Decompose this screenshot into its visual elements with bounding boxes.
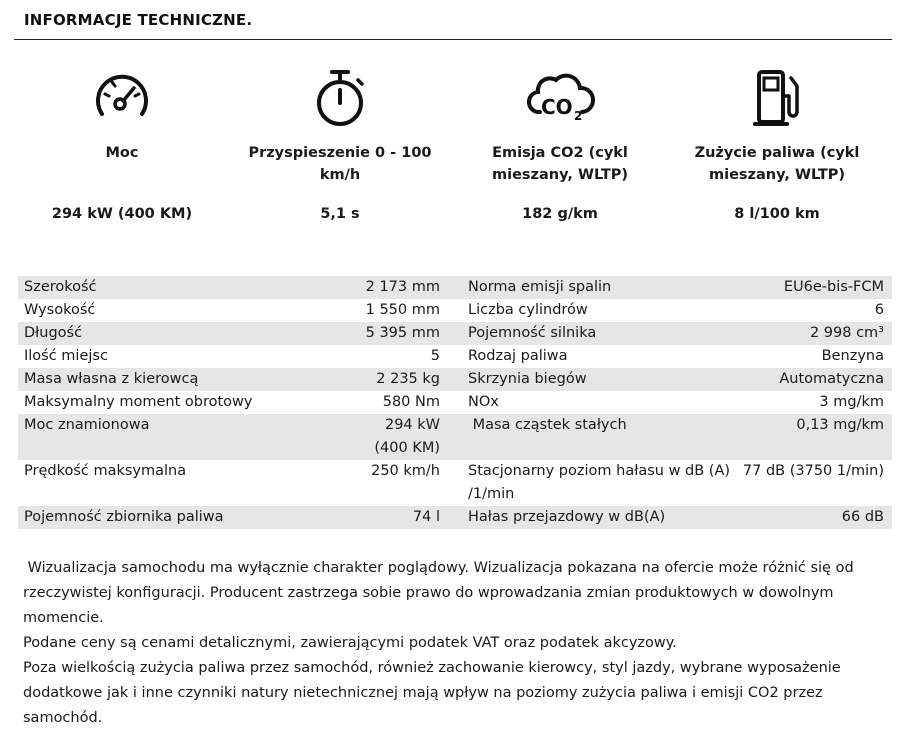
- kpi-label: Zużycie paliwa (cykl mieszany, WLTP): [694, 145, 860, 183]
- kpi-value: 5,1 s: [320, 206, 360, 222]
- spec-value: 6: [874, 302, 884, 318]
- kpi-co2: [455, 66, 665, 222]
- spec-value: 250 km/h: [371, 463, 440, 479]
- spec-value: Benzyna: [821, 348, 884, 364]
- kpi-fuel: [672, 66, 882, 222]
- spec-label: Wysokość: [24, 302, 96, 318]
- kpi-value: 294 kW (400 KM): [51, 206, 193, 222]
- spec-label: Rodzaj paliwa: [468, 348, 568, 364]
- table-row: [18, 299, 892, 322]
- spec-value: 77 dB (3750 1/min): [742, 463, 884, 479]
- stopwatch-icon: [308, 66, 372, 130]
- spec-value: 0,13 mg/km: [796, 417, 884, 433]
- spec-value: 294 kW (400 KM): [374, 417, 440, 456]
- spec-value: 1 550 mm: [365, 302, 440, 318]
- page-title: INFORMACJE TECHNICZNE.: [24, 11, 253, 29]
- spec-label: Masa własna z kierowcą: [24, 371, 199, 387]
- table-row: [18, 506, 892, 529]
- table-row: [18, 345, 892, 368]
- kpi-value: 182 g/km: [522, 206, 598, 222]
- table-row: [18, 391, 892, 414]
- spec-value: 2 235 kg: [376, 371, 440, 387]
- spec-label: Hałas przejazdowy w dB(A): [468, 509, 666, 525]
- kpi-acceleration: [235, 66, 445, 222]
- table-row: [18, 368, 892, 391]
- note-paragraph: Poza wielkością zużycia paliwa przez samochód, również zachowanie kierowcy, styl jazdy, wybrane wyposażenie dodatkowe jak i inne czynniki natury nietechnicznej mają wpływ na poziomy zużycia paliwa i emisji CO2 przez samochód.: [23, 660, 841, 726]
- header-divider: [14, 39, 892, 40]
- spec-label: Ilość miejsc: [24, 348, 108, 364]
- specs-table: [18, 276, 892, 529]
- spec-value: 3 mg/km: [819, 394, 884, 410]
- spec-label: Pojemność silnika: [468, 325, 597, 341]
- disclaimer-notes: [23, 556, 889, 731]
- note-paragraph: Wizualizacja samochodu ma wyłącznie charakter poglądowy. Wizualizacja pokazana na ofercie może różnić się od rzeczywistej konfiguracji. Producent zastrzega sobie prawo do wprowadzania zmian produktowych w dowolnym momencie.: [23, 560, 859, 626]
- spec-value: 74 l: [412, 509, 440, 525]
- fuel-pump-icon: [745, 66, 809, 130]
- spec-value: EU6e-bis-FCM: [783, 279, 884, 295]
- spec-label: Masa cząstek stałych: [468, 417, 627, 433]
- table-row: [18, 322, 892, 345]
- spec-label: Moc znamionowa: [24, 417, 150, 433]
- spec-value: 2 173 mm: [365, 279, 440, 295]
- kpi-power: [17, 66, 227, 222]
- co2-cloud-icon: [524, 66, 596, 130]
- table-row: [18, 276, 892, 299]
- spec-label: Liczba cylindrów: [468, 302, 588, 318]
- spec-label: NOx: [468, 394, 499, 410]
- spec-label: Szerokość: [24, 279, 97, 295]
- table-row: [18, 414, 892, 460]
- svg-text:CO: CO: [541, 95, 573, 119]
- speedometer-icon: [90, 66, 154, 130]
- kpi-label: Emisja CO2 (cykl mieszany, WLTP): [492, 145, 628, 183]
- spec-label: Prędkość maksymalna: [24, 463, 187, 479]
- note-paragraph: Podane ceny są cenami detalicznymi, zawierającymi podatek VAT oraz podatek akcyzowy.: [23, 635, 677, 651]
- spec-label: Norma emisji spalin: [468, 279, 612, 295]
- spec-value: 66 dB: [841, 509, 884, 525]
- spec-value: 2 998 cm³: [809, 325, 884, 341]
- spec-label: Maksymalny moment obrotowy: [24, 394, 253, 410]
- spec-value: Automatyczna: [779, 371, 884, 387]
- svg-text:2: 2: [574, 109, 583, 123]
- kpi-label: Przyspieszenie 0 - 100 km/h: [248, 145, 432, 183]
- spec-value: 5 395 mm: [365, 325, 440, 341]
- spec-label: Pojemność zbiornika paliwa: [24, 509, 224, 525]
- spec-value: 580 Nm: [382, 394, 440, 410]
- table-row: [18, 460, 892, 506]
- kpi-label: Moc: [105, 145, 139, 161]
- spec-label: Stacjonarny poziom hałasu w dB (A) /1/min: [468, 463, 731, 502]
- spec-label: Skrzynia biegów: [468, 371, 587, 387]
- kpi-value: 8 l/100 km: [734, 206, 820, 222]
- spec-label: Długość: [24, 325, 83, 341]
- spec-value: 5: [430, 348, 440, 364]
